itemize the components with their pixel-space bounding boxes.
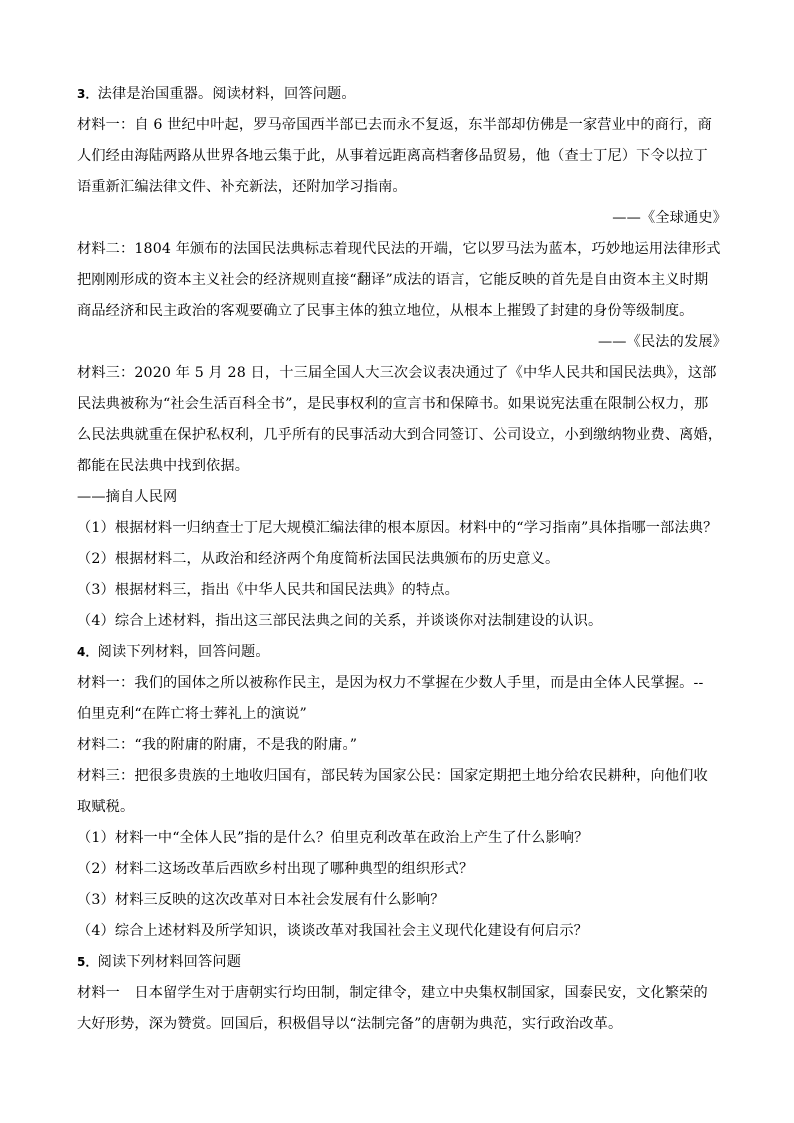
q4-material-1-line-1: 材料一：我们的国体之所以被称作民主，是因为权力不掌握在少数人手里，而是由全体人民掌握。-- [77,675,704,691]
q3-material-3-line-4: 都能在民法典中找到依据。 [77,458,250,474]
q3-material-1-line-2: 人们经由海陆两路从世界各地云集于此，从事着远距离高档奢侈品贸易，他（查士丁尼）下令以拉丁 [77,148,708,164]
q4-subquestion-1: （1）材料一中“全体人民”指的是什么？伯里克利改革在政治上产生了什么影响？ [77,830,589,846]
q3-subquestion-3: （3）根据材料三，指出《中华人民共和国民法典》的特点。 [77,582,459,598]
q4-stem: 阅读下列材料，回答问题。 [97,644,270,660]
q4-subquestion-4: （4）综合上述材料及所学知识，谈谈改革对我国社会主义现代化建设有何启示？ [77,923,588,939]
q3-material-3-line-1: 材料三：2020 年 5 月 28 日，十三届全国人大三次会议表决通过了《中华人民共和国民法典》，这部 [77,365,717,381]
q3-subquestion-2: （2）根据材料二，从政治和经济两个角度简析法国民法典颁布的历史意义。 [77,551,560,567]
q3-material-1-line-1: 材料一：自 6 世纪中叶起，罗马帝国西半部已去而永不复返，东半部却仿佛是一家营业中的商行，商 [77,117,713,133]
q4-material-3-line-1: 材料三：把很多贵族的土地收归国有，部民转为国家公民：国家定期把土地分给农民耕种，向他们收 [77,768,708,784]
q3-material-2-line-3: 商品经济和民主政治的客观要确立了民事主体的独立地位，从根本上摧毁了封建的身份等级制度。 [77,303,694,319]
q3-material-3-line-3: 么民法典就重在保护私权利，几乎所有的民事活动大到合同签订、公司设立，小到缴纳物业费、离婚， [77,427,723,443]
q4-material-3-line-2: 取赋税。 [77,799,135,815]
q3-stem: 法律是治国重器。阅读材料，回答问题。 [97,86,356,102]
q3-material-2-line-1: 材料二：1804 年颁布的法国民法典标志着现代民法的开端，它以罗马法为蓝本，巧妙地运用法律形式 [77,241,721,257]
q5-stem: 阅读下列材料回答问题 [97,954,242,970]
q4-number: 4． [77,645,98,659]
q3-heading [77,84,727,104]
q4-subquestion-2: （2）材料二这场改革后西欧乡村出现了哪种典型的组织形式？ [77,861,474,877]
q5-material-1-line-1: 材料一 日本留学生对于唐朝实行均田制，制定律令，建立中央集权制国家，国泰民安，文化繁荣的 [77,985,708,1001]
q4-material-1-line-2: 伯里克利“在阵亡将士葬礼上的演说” [77,706,307,722]
q3-material-3-source: ——摘自人民网 [77,489,178,505]
q4-material-2: 材料二：“我的附庸的附庸，不是我的附庸。” [77,737,358,753]
q5-material-1-line-2: 大好形势，深为赞赏。回国后，积极倡导以“法制完备”的唐朝为典范，实行政治改革。 [77,1016,623,1032]
q3-subquestion-4: （4）综合上述材料，指出这三部民法典之间的关系，并谈谈你对法制建设的认识。 [77,613,603,629]
q3-number: 3． [77,87,98,101]
q3-material-2-line-2: 把刚刚形成的资本主义社会的经济规则直接“翻译”成法的语言，它能反映的首先是自由资本主义时期 [77,272,709,288]
q3-material-1-source: ——《全球通史》 [612,210,727,226]
q3-material-3-line-2: 民法典被称为“社会生活百科全书”，是民事权利的宣言书和保障书。如果说宪法重在限制公权力，那 [77,396,709,412]
q5-number: 5． [77,955,98,969]
q5-heading [77,952,727,972]
q3-material-2-source: ——《民法的发展》 [597,334,727,350]
q4-subquestion-3: （3）材料三反映的这次改革对日本社会发展有什么影响？ [77,892,445,908]
q3-material-1-line-3: 语重新汇编法律文件、补充新法，还附加学习指南。 [77,179,407,195]
q3-subquestion-1: （1）根据材料一归纳查士丁尼大规模汇编法律的根本原因。材料中的“学习指南”具体指哪一部法典？ [77,520,718,536]
q4-heading [77,642,727,662]
